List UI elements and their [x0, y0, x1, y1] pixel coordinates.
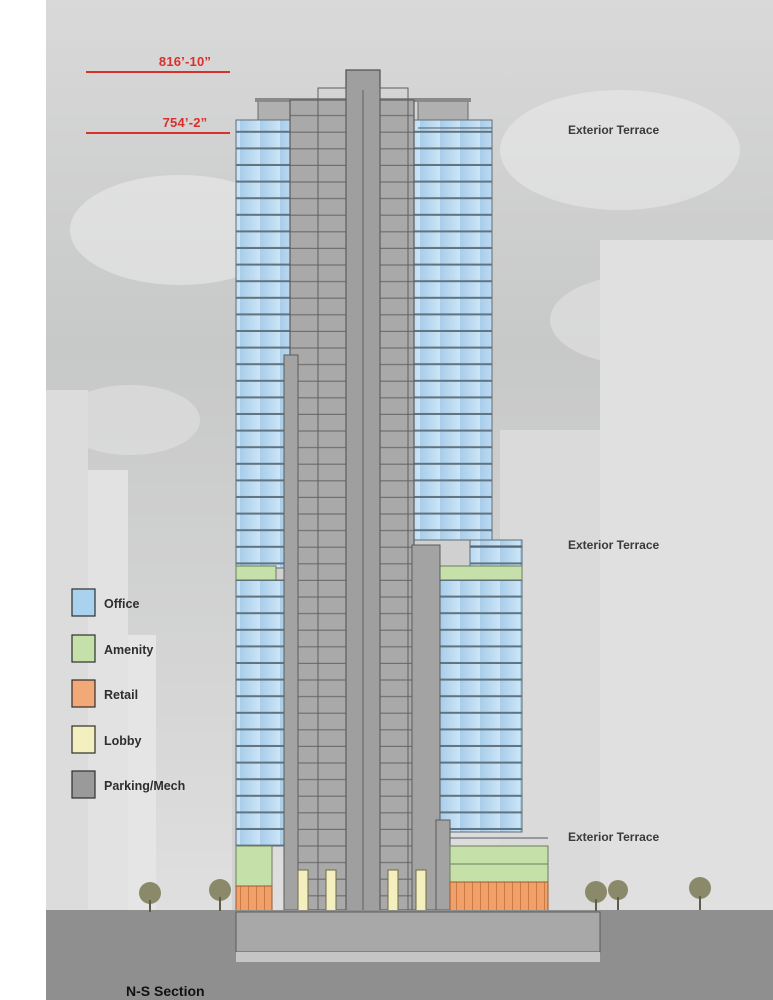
legend-label-lobby: Lobby: [104, 734, 142, 748]
legend-swatch-lobby: [72, 726, 95, 753]
lobby-2: [326, 870, 336, 912]
terrace-label-top: Exterior Terrace: [568, 123, 660, 137]
legend-label-amenity: Amenity: [104, 643, 154, 657]
svg-text:754’-2”: 754’-2”: [162, 115, 208, 130]
legend-swatch-parking-mech: [72, 771, 95, 798]
lobby-1: [298, 870, 308, 912]
svg-text:816’-10”: 816’-10”: [158, 54, 212, 69]
legend-label-retail: Retail: [104, 688, 139, 702]
retail-right: [450, 882, 548, 912]
lobby-4: [416, 870, 426, 912]
legend-swatch-office: [72, 589, 95, 616]
below-grade-parking: [236, 912, 600, 952]
office-lower-left: [236, 580, 284, 846]
left-margin: [0, 0, 46, 1000]
retail-left: [236, 886, 272, 912]
office-lower-right: [440, 580, 522, 832]
legend-label-office: Office: [104, 597, 140, 611]
office-upper-right: [414, 120, 492, 540]
legend-label-parking-mech: Parking/Mech: [104, 779, 186, 793]
section-title: N-S Section: [126, 983, 205, 999]
amenity-mid-right: [440, 566, 522, 580]
amenity-mid-left: [236, 566, 276, 580]
amenity-podium-left: [236, 846, 272, 886]
terrace-label-mid: Exterior Terrace: [568, 538, 660, 552]
terrace-label-low: Exterior Terrace: [568, 830, 660, 844]
legend-swatch-retail: [72, 680, 95, 707]
legend-swatch-amenity: [72, 635, 95, 662]
lobby-3: [388, 870, 398, 912]
